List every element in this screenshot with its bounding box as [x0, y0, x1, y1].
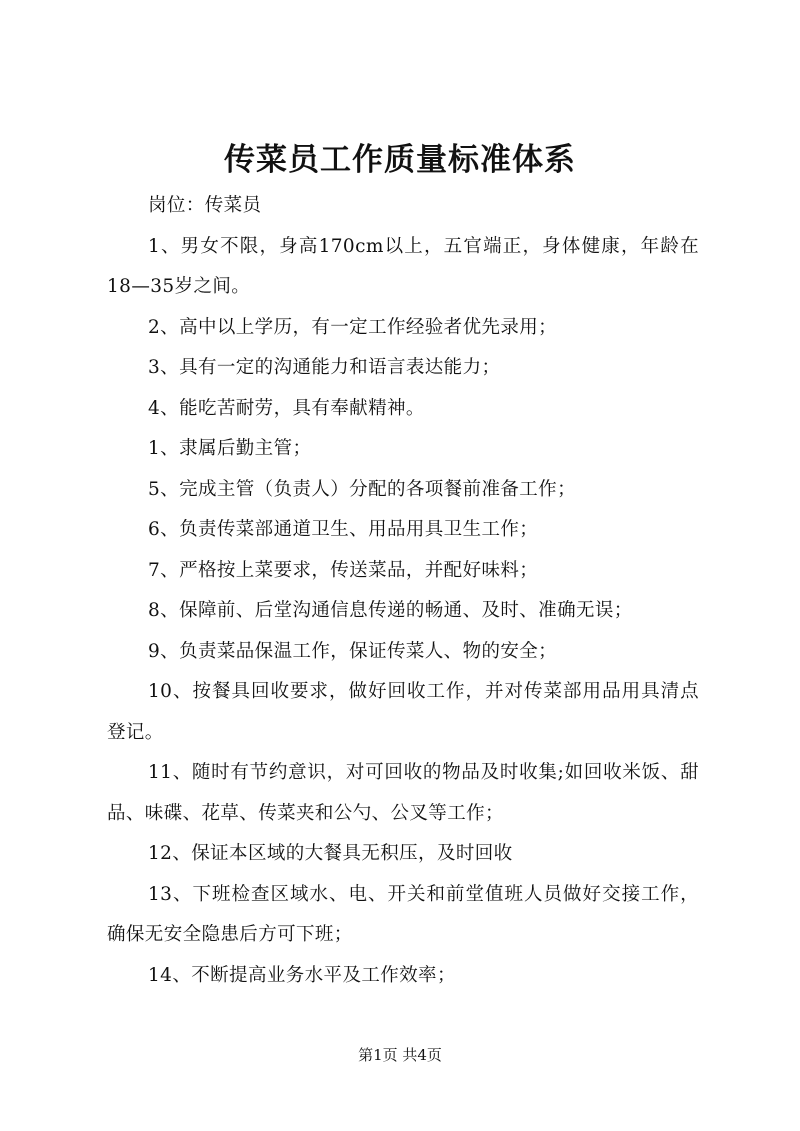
paragraph-duty-1: 1、隶属后勤主管；	[148, 438, 312, 459]
paragraph-requirement-3: 3、具有一定的沟通能力和语言表达能力；	[148, 357, 501, 378]
paragraph-requirement-2: 2、高中以上学历，有一定工作经验者优先录用；	[148, 316, 558, 338]
paragraph-duty-6: 6、负责传菜部通道卫生、用品用具卫生工作；	[148, 519, 539, 540]
paragraph-duty-7: 7、严格按上菜要求，传送菜品，并配好味料；	[148, 559, 539, 581]
paragraph-duty-13: 13、下班检查区域水、电、开关和前堂值班人员做好交接工作，确保无安全隐患后方可下班；	[107, 883, 699, 945]
document-body	[107, 186, 699, 996]
paragraph-position: 岗位：传菜员	[148, 195, 262, 216]
paragraph-duty-12: 12、保证本区域的大餐具无积压，及时回收	[148, 843, 513, 864]
paragraph-duty-10: 10、按餐具回收要求，做好回收工作，并对传菜部用品用具清点登记。	[107, 681, 699, 743]
paragraph-duty-9: 9、负责菜品保温工作，保证传菜人、物的安全；	[148, 640, 558, 662]
paragraph-duty-11: 11、随时有节约意识，对可回收的物品及时收集;如回收米饭、甜品、味碟、花草、传菜夹和公勺、公叉等工作；	[107, 762, 699, 824]
paragraph-duty-8: 8、保障前、后堂沟通信息传递的畅通、及时、准确无误；	[148, 600, 633, 621]
paragraph-duty-14: 14、不断提高业务水平及工作效率；	[148, 964, 456, 986]
paragraph-requirement-1: 1、男女不限，身高170cm以上，五官端正，身体健康，年龄在18—35岁之间。	[107, 235, 699, 297]
page-number-footer: 第1页 共4页	[358, 1046, 442, 1064]
document-title: 传菜员工作质量标准体系	[224, 142, 576, 178]
paragraph-requirement-4: 4、能吃苦耐劳，具有奉献精神。	[148, 397, 425, 419]
paragraph-duty-5: 5、完成主管（负责人）分配的各项餐前准备工作；	[148, 478, 576, 500]
